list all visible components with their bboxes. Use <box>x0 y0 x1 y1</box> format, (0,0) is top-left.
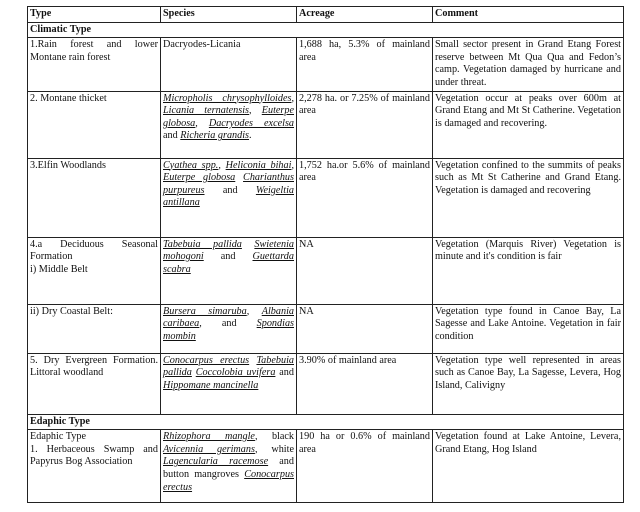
cell-acreage: 2,278 ha. or 7.25% of mainland area <box>297 91 433 158</box>
cell-comment: Vegetation (Marquis River) Vegetation is minute and it's condition is fair <box>433 237 624 304</box>
cell-comment: Vegetation type found in Canoe Bay, La Sagesse and Lake Antoine. Vegetation in fair condition <box>433 304 624 353</box>
species-separator: , <box>246 305 262 317</box>
cell-species <box>161 430 297 503</box>
cell-acreage: 190 ha or 0.6% of mainland area <box>297 430 433 503</box>
table-row <box>28 304 624 353</box>
species-name: Albania caribaea <box>163 305 294 330</box>
species-name: Spondias mombin <box>163 318 294 342</box>
species-name: Conocarpus erectus <box>163 354 250 366</box>
species-name: Dacryodes excelsa <box>208 117 295 129</box>
cell-comment: Vegetation type well represented in areas such as Canoe Bay, La Sagesse, Levera, Hog Island, Calivigny <box>433 353 624 414</box>
species-separator <box>235 172 243 183</box>
cell-type: ii) Dry Coastal Belt: <box>28 304 161 353</box>
cell-acreage: NA <box>297 304 433 353</box>
cell-species <box>161 91 297 158</box>
species-separator: , <box>291 92 294 104</box>
species-name: Guettarda scabra <box>163 251 294 275</box>
cell-species <box>161 353 297 414</box>
section-row <box>28 414 624 430</box>
species-separator: , <box>291 159 294 171</box>
species-name: Bursera simaruba <box>163 305 247 317</box>
species-name: Avicennia gerimans <box>163 443 255 455</box>
species-separator: and <box>163 130 181 142</box>
species-name: Heliconia bihai <box>225 159 292 171</box>
species-name: Cyathea spp. <box>163 159 219 171</box>
species-separator: , <box>249 105 262 117</box>
header-row <box>28 7 624 23</box>
cell-species <box>161 158 297 237</box>
species-separator: , <box>195 117 209 129</box>
header-type: Type <box>28 7 161 23</box>
species-separator: and <box>203 251 253 263</box>
cell-type: 5. Dry Evergreen Formation. Littoral woodland <box>28 353 161 414</box>
cell-comment: Small sector present in Grand Etang Forest reserve between Mt Qua Qua and Fedon’s camp. Vegetation damaged by hurricane and under threat. <box>433 38 624 91</box>
species-name: Tabebuia pallida <box>163 354 294 379</box>
table-row <box>28 158 624 237</box>
table-row <box>28 38 624 91</box>
species-separator: , and <box>199 318 257 330</box>
section-climatic: Climatic Type <box>28 22 624 38</box>
species-name: Coccolobia uvifera <box>195 367 276 379</box>
section-row <box>28 22 624 38</box>
species-separator: , white <box>254 443 294 455</box>
table-row <box>28 353 624 414</box>
species-name: Euterpe globosa <box>163 105 295 129</box>
header-acreage: Acreage <box>297 7 433 23</box>
cell-acreage: 3.90% of mainland area <box>297 353 433 414</box>
cell-acreage: 1,752 ha.or 5.6% of mainland area <box>297 158 433 237</box>
cell-species <box>161 237 297 304</box>
cell-species <box>161 304 297 353</box>
header-species: Species <box>161 7 297 23</box>
cell-comment: Vegetation occur at peaks over 600m at Grand Etang and Mt St Catherine. Vegetation is damaged and recovering. <box>433 91 624 158</box>
species-separator: , <box>218 159 226 171</box>
cell-comment: Vegetation found at Lake Antoine, Levera, Grand Etang, Hog Island <box>433 430 624 503</box>
cell-type: 3.Elfin Woodlands <box>28 158 161 237</box>
species-name: Swietenia mohogoni <box>163 238 295 263</box>
species-name: Licania ternatensis <box>163 105 250 117</box>
table-row <box>28 91 624 158</box>
species-separator: and button mangroves <box>163 456 294 480</box>
cell-type: 2. Montane thicket <box>28 91 161 158</box>
species-separator: . <box>249 130 252 142</box>
species-name: Conocarpus erectus <box>163 468 294 493</box>
cell-comment: Vegetation confined to the summits of peaks such as Mt St Catherine and Grand Etang. Vegetation is damaged and recovering <box>433 158 624 237</box>
cell-type: 4.a Deciduous Seasonal Formation i) Middle Belt <box>28 237 161 304</box>
species-separator: and <box>275 367 294 379</box>
cell-species: Dacryodes-Licania <box>161 38 297 91</box>
cell-acreage: NA <box>297 237 433 304</box>
header-comment: Comment <box>433 7 624 23</box>
species-name: Euterpe globosa <box>163 172 236 184</box>
section-edaphic: Edaphic Type <box>28 414 624 430</box>
species-separator: and <box>204 184 256 196</box>
species-name: Micropholis chrysophylloides <box>163 92 292 104</box>
cell-type: 1.Rain forest and lower Montane rain forest <box>28 38 161 91</box>
species-separator <box>242 239 254 250</box>
species-separator: , black <box>254 431 294 443</box>
table-row <box>28 430 624 503</box>
species-name: Richeria grandis <box>180 130 250 142</box>
species-name: Tabebuia pallida <box>163 238 242 250</box>
vegetation-table <box>27 6 624 503</box>
cell-acreage: 1,688 ha, 5.3% of mainland area <box>297 38 433 91</box>
species-name: Rhizophora mangle <box>163 431 255 443</box>
table-row <box>28 237 624 304</box>
cell-type: Edaphic Type 1. Herbaceous Swamp and Papyrus Bog Association <box>28 430 161 503</box>
species-name: Hippomane mancinella <box>163 379 259 391</box>
species-name: Charianthus purpureus <box>163 172 294 196</box>
species-name: Lagencularia racemose <box>163 456 269 468</box>
species-name: Weigeltia antillana <box>163 184 294 209</box>
